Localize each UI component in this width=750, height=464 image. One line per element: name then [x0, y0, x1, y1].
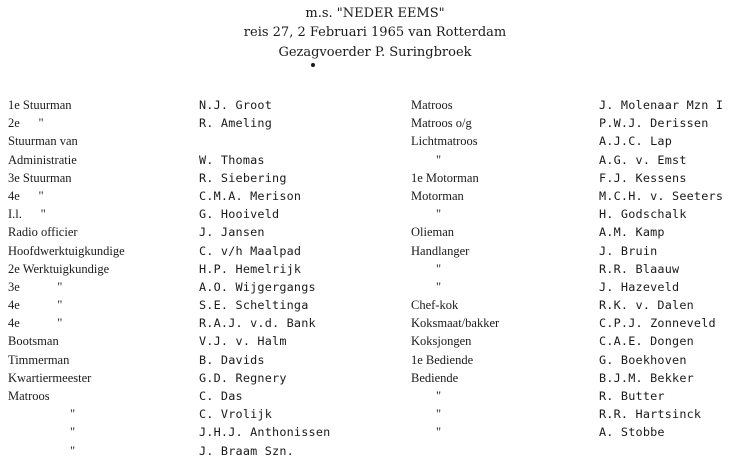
rank-item: 1e Bediende: [411, 352, 474, 367]
crew-name-item: J. Jansen: [199, 225, 265, 240]
rank-item: I.l. ": [8, 207, 46, 222]
crew-name-item: R. Ameling: [199, 116, 273, 131]
rank-item: Matroos: [411, 98, 453, 112]
crew-name-item: W. Thomas: [199, 152, 265, 167]
crew-name-item: C. Das: [199, 389, 243, 403]
captain-line: Gezagvoerder P. Suringbroek: [278, 45, 472, 60]
crew-name-item: P.W.J. Derissen: [599, 116, 709, 131]
rank-item: Koksjongen: [411, 334, 472, 349]
crew-name-item: J. Hazeveld: [599, 279, 680, 294]
rank-item: Radio officier: [8, 225, 78, 240]
crew-name-item: A.M. Kamp: [599, 225, 665, 240]
crew-name-item: H. Godschalk: [599, 207, 687, 222]
rank-item: Koksmaat/bakker: [411, 316, 500, 331]
crew-name-item: R.A.J. v.d. Bank: [199, 316, 316, 331]
crew-name-item: M.C.H. v. Seeters: [599, 188, 724, 203]
rank-item: 2e Werktuigkundige: [8, 261, 110, 276]
crew-name-item: V.J. v. Halm: [199, 334, 287, 349]
crew-name-item: A.G. v. Emst: [599, 152, 687, 167]
divider-dot: [311, 63, 315, 67]
right-names-column: [599, 96, 723, 442]
rank-item: Matroos o/g: [411, 116, 472, 131]
rank-item: 4e ": [8, 188, 44, 203]
rank-item: Motorman: [411, 188, 464, 203]
crew-name-item: G.D. Regnery: [199, 370, 287, 385]
rank-item: ": [436, 389, 442, 403]
rank-item: ": [70, 443, 76, 458]
rank-item: 1e Stuurman: [8, 98, 72, 112]
crew-name-item: C. Vrolijk: [199, 407, 273, 422]
rank-item: Bootsman: [8, 334, 59, 349]
crew-name-item: [199, 132, 330, 150]
crew-name-item: C. v/h Maalpad: [199, 243, 302, 258]
right-ranks-column: [411, 96, 499, 442]
rank-item: Administratie: [8, 152, 77, 167]
rank-item: ": [70, 425, 76, 440]
rank-item: 4e ": [8, 316, 63, 331]
crew-name-item: C.A.E. Dongen: [599, 334, 694, 349]
crew-name-item: J. Bruin: [599, 243, 658, 258]
rank-item: Matroos: [8, 389, 50, 403]
rank-item: Handlanger: [411, 243, 470, 258]
crew-name-item: B. Davids: [199, 352, 265, 367]
crew-name-item: A.O. Wijgergangs: [199, 279, 316, 294]
rank-item: Hoofdwerktuigkundige: [8, 243, 125, 258]
rank-item: Chef-kok: [411, 298, 459, 313]
left-names-column: [199, 96, 330, 460]
crew-name-item: A.J.C. Lap: [599, 134, 673, 149]
rank-item: Bediende: [411, 370, 459, 385]
rank-item: ": [436, 425, 442, 440]
rank-item: 1e Motorman: [411, 170, 479, 185]
crew-name-item: C.M.A. Merison: [199, 188, 302, 203]
crew-name-item: J.H.J. Anthonissen: [199, 425, 331, 440]
crew-name-item: C.P.J. Zonneveld: [599, 316, 716, 331]
rank-item: 4e ": [8, 298, 63, 313]
crew-name-item: J. Braam Szn.: [199, 443, 294, 458]
voyage-line: reis 27, 2 Februari 1965 van Rotterdam: [243, 25, 507, 40]
crew-name-item: R.R. Hartsinck: [599, 407, 702, 422]
crew-name-item: R.R. Blaauw: [599, 261, 680, 276]
rank-item: ": [436, 261, 442, 276]
crew-name-item: S.E. Scheltinga: [199, 298, 309, 313]
crew-name-item: R.K. v. Dalen: [599, 298, 694, 313]
left-ranks-column: [8, 96, 125, 460]
rank-item: ": [436, 279, 442, 294]
rank-item: Lichtmatroos: [411, 134, 478, 149]
rank-item: ": [436, 207, 442, 222]
rank-item: 3e Stuurman: [8, 170, 72, 185]
crew-name-item: A. Stobbe: [599, 425, 665, 440]
crew-name-item: H.P. Hemelrijk: [199, 261, 302, 276]
crew-name-item: B.J.M. Bekker: [599, 370, 694, 385]
rank-item: 3e ": [8, 279, 63, 294]
rank-item: Stuurman van: [8, 134, 78, 149]
rank-item: ": [70, 407, 76, 422]
ship-name: m.s. "NEDER EEMS": [305, 6, 445, 21]
crew-name-item: R. Siebering: [199, 170, 287, 185]
rank-item: 2e ": [8, 116, 44, 131]
crew-name-item: F.J. Kessens: [599, 170, 687, 185]
rank-item: Olieman: [411, 225, 455, 240]
crew-name-item: R. Butter: [599, 389, 665, 403]
crew-name-item: G. Hooiveld: [199, 207, 280, 222]
crew-name-item: N.J. Groot: [199, 98, 273, 112]
rank-item: ": [436, 407, 442, 422]
crew-name-item: G. Boekhoven: [599, 352, 687, 367]
rank-item: ": [436, 152, 442, 167]
rank-item: Timmerman: [8, 352, 70, 367]
rank-item: Kwartiermeester: [8, 370, 92, 385]
crew-name-item: J. Molenaar Mzn I: [599, 98, 724, 112]
